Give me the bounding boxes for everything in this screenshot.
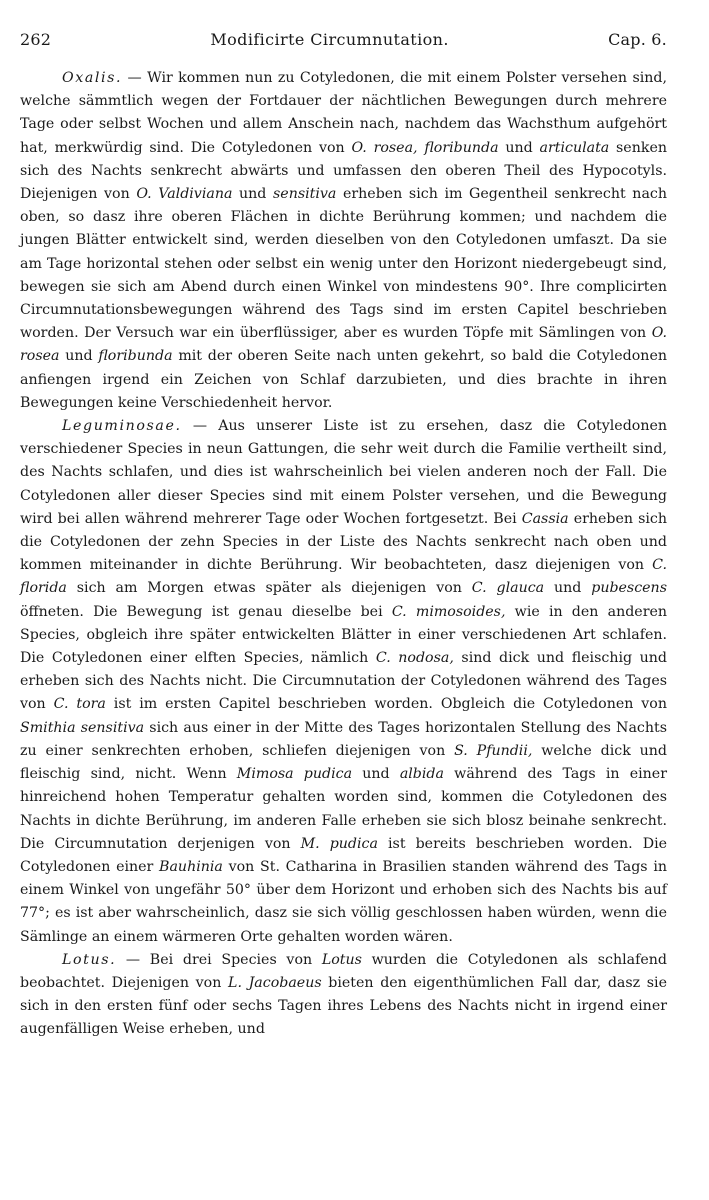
italic-segment: M. pudica — [300, 835, 378, 852]
text-segment: erheben sich im Gegentheil senkrecht nach oben, so dasz ihre oberen Flächen in dichte Berührung kommen; und nachdem die jungen Blätter entwickelt sind, werden dieselben von den Cotyledonen umfaszt. Da sie am Tage horizontal stehen oder selbst ein wenig unter den Horizont niedergebeugt sind, bewegen sie sich am Abend durch einen Winkel von mindestens 90°. Ihre complicirten Circumnutationsbewegungen während des Tags sind im ersten Capitel beschrieben worden. Der Versuch war ein überflüssiger, aber es wurden Töpfe mit Sämlingen von — [20, 186, 667, 342]
paragraph-text — [20, 70, 667, 411]
text-segment: ist bereits beschrieben worden. Die Cotyledonen einer — [20, 835, 667, 875]
page-body — [20, 67, 667, 1042]
paragraph-lotus — [20, 949, 667, 1042]
text-segment: und — [232, 186, 274, 203]
text-segment: und — [498, 139, 540, 156]
paragraph-oxalis — [20, 67, 667, 415]
italic-segment: pubescens — [591, 580, 667, 597]
chapter-label: Cap. 6. — [608, 30, 667, 49]
italic-segment: Smithia sensitiva — [20, 719, 145, 736]
text-segment: von St. Catharina in Brasilien standen während des Tags in einem Winkel von ungefähr 50° über dem Horizont und erhoben sich des Nachts bis auf 77°; es ist aber wahrscheinlich, dasz sie sich völlig geschlossen haben würden, wenn die Sämlinge an einem wärmeren Orte gehalten worden wären. — [20, 858, 667, 945]
text-segment: mit der oberen Seite nach unten gekehrt, so bald die Cotyledonen anfiengen irgend ein Zeichen von Schlaf darzubieten, und dies brachte in ihren Bewegungen keine Verschiedenheit hervor. — [20, 348, 667, 411]
text-segment: sind dick und fleischig und erheben sich des Nachts nicht. Die Circumnutation der Cotyledonen während des Tages von — [20, 650, 668, 713]
text-segment: und — [59, 348, 99, 365]
text-segment: ist im ersten Capitel beschrieben worden. Obgleich die Cotyledonen von — [105, 696, 667, 713]
text-segment: und — [352, 766, 400, 783]
text-segment: — Aus unserer Liste ist zu ersehen, dasz die Cotyledonen verschiedener Species in neun Gattungen, die sehr weit durch die Familie vertheilt sind, des Nachts schlafen, und dies ist wahrscheinlich bei vielen anderen noch der Fall. Die Cotyledonen aller dieser Species sind mit einem Polster versehen, und die Bewegung wird bei allen während mehrerer Tage oder Wochen fortgesetzt. Bei — [20, 418, 667, 527]
text-segment: bieten den eigenthümlichen Fall dar, dasz sie sich in den ersten fünf oder sechs Tagen ihres Lebens des Nachts nicht in irgend einer augenfälligen Weise erheben, und — [20, 974, 667, 1038]
paragraph-lead: Oxalis. — [62, 70, 123, 86]
italic-segment: C. tora — [53, 696, 106, 713]
italic-segment: albida — [399, 766, 444, 783]
text-segment: erheben sich die Cotyledonen der zehn Species in der Liste des Nachts senkrecht nach oben und kommen miteinander in dichte Berührung. Wir beobachteten, dasz diejenigen von — [20, 510, 667, 574]
italic-segment: L. Jacobaeus — [228, 974, 322, 991]
text-segment: sich aus einer in der Mitte des Tages horizontalen Stellung des Nachts zu einer senkrechten erhoben, schliefen diejenigen von — [20, 719, 667, 759]
italic-segment: O. Valdiviana — [136, 186, 233, 203]
italic-segment: S. Pfundii, — [454, 742, 533, 759]
italic-segment: sensitiva — [273, 186, 337, 203]
italic-segment: floribunda — [98, 348, 173, 365]
text-segment: öffneten. Die Bewegung ist genau dieselbe bei — [20, 603, 392, 620]
text-segment: wurden die Cotyledonen als schlafend beobachtet. Diejenigen von — [20, 951, 667, 991]
italic-segment: O. rosea — [20, 325, 667, 365]
paragraph-text — [20, 418, 667, 944]
italic-segment: C. glauca — [471, 580, 545, 597]
text-segment: während des Tags in einer hinreichend hohen Temperatur gehalten worden sind, kommen die Cotyledonen des Nachts in dichte Berührung, im anderen Falle erheben sie sich blosz beinahe senkrecht. Die Circumnutation derjenigen von — [20, 766, 667, 852]
italic-segment: C. florida — [20, 557, 667, 597]
text-segment: und — [544, 580, 592, 597]
italic-segment: Cassia — [521, 510, 569, 527]
running-title: Modificirte Circumnutation. — [210, 30, 449, 49]
text-segment: — Bei drei Species von — [116, 951, 322, 968]
italic-segment: articulata — [539, 139, 610, 156]
paragraph-leguminosae — [20, 415, 667, 949]
page-number: 262 — [20, 30, 52, 49]
text-segment: welche dick und fleischig sind, nicht. Wenn — [20, 742, 667, 783]
italic-segment: Lotus — [321, 951, 362, 968]
text-segment: sich am Morgen etwas später als diejenigen von — [66, 580, 472, 597]
italic-segment: C. mimosoides, — [391, 603, 506, 620]
text-segment: senken sich des Nachts senkrecht abwärts und umfassen den oberen Theil des Hypocotyls. Diejenigen von — [20, 139, 667, 203]
italic-segment: Bauhinia — [159, 858, 223, 875]
italic-segment: O. rosea, floribunda — [351, 139, 499, 156]
italic-segment: C. nodosa, — [375, 650, 454, 667]
text-segment: wie in den anderen Species, obgleich ihre später entwickelten Blätter in einer verschiedenen Art schlafen. Die Cotyledonen einer elften Species, nämlich — [20, 603, 668, 667]
paragraph-lead: Lotus. — [62, 951, 117, 968]
page-header — [20, 30, 667, 60]
paragraph-text — [20, 952, 667, 1038]
paragraph-lead: Leguminosae. — [62, 418, 182, 435]
text-segment: — Wir kommen nun zu Cotyledonen, die mit einem Polster versehen sind, welche sämmtlich wegen der Fortdauer der nächtlichen Bewegungen durch mehrere Tage oder selbst Wochen und allem Anschein nach, nachdem das Wachsthum aufgehört hat, merkwürdig sind. Die Cotyledonen von — [20, 70, 667, 156]
italic-segment: Mimosa pudica — [236, 766, 353, 783]
